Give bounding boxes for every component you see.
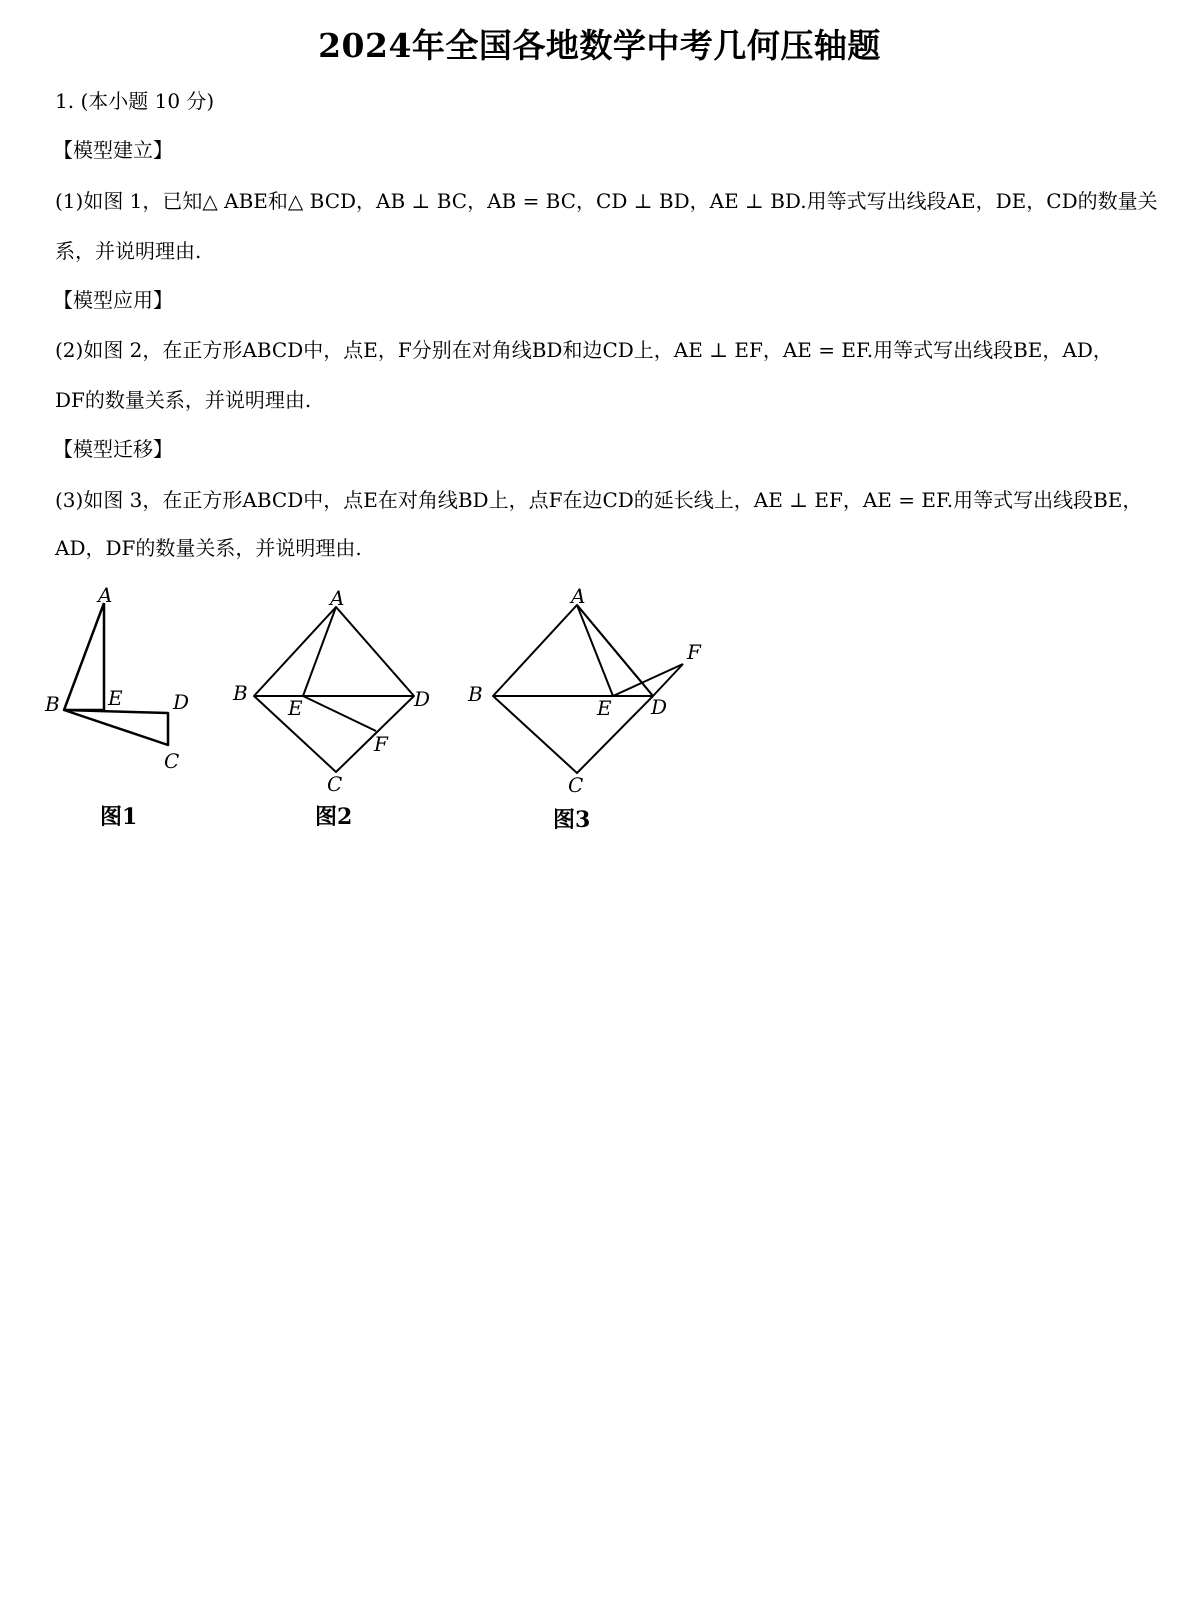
figure-3-label-c: C	[568, 773, 584, 795]
triangle-abe	[64, 603, 104, 710]
figure-3-label-e: E	[597, 696, 612, 720]
figure-2-diagram	[230, 585, 440, 795]
segment-ae	[303, 607, 336, 696]
part-3-line-1: (3)如图 3，在正方形ABCD中，点E在对角线BD上，点F在边CD的延长线上，AE ⊥ EF，AE = EF.用等式写出线段BE，	[55, 488, 1143, 512]
triangle-bcd	[64, 710, 168, 745]
part-3-line-2: AD，DF的数量关系，并说明理由.	[55, 536, 362, 560]
figure-3-caption: 图3	[553, 807, 591, 833]
figure-1-diagram	[40, 585, 210, 785]
segment-ef	[303, 696, 376, 731]
section-heading-3: 【模型迁移】	[53, 437, 173, 461]
figure-2-caption: 图2	[315, 804, 353, 830]
page-title: 2024年全国各地数学中考几何压轴题	[318, 26, 881, 65]
figure-3-label-a: A	[571, 585, 586, 608]
figure-1-label-e: E	[108, 686, 123, 710]
figure-2-label-e: E	[288, 696, 303, 720]
figure-1-label-a: A	[98, 585, 113, 607]
figure-2-label-c: C	[327, 772, 343, 795]
part-2-line-1: (2)如图 2，在正方形ABCD中，点E，F分别在对角线BD和边CD上，AE ⊥ EF，AE = EF.用等式写出线段BE，AD，	[55, 338, 1113, 362]
section-heading-2: 【模型应用】	[53, 288, 173, 312]
section-heading-1: 【模型建立】	[53, 138, 173, 162]
figure-1-label-b: B	[45, 692, 60, 716]
figure-2-label-d: D	[414, 687, 431, 711]
part-2-line-2: DF的数量关系，并说明理由.	[55, 388, 312, 412]
question-header: 1. (本小题 10 分)	[55, 89, 215, 113]
segment-ae	[577, 605, 613, 696]
square-abcd	[254, 607, 414, 772]
figure-3-diagram	[465, 585, 715, 795]
figure-3	[465, 585, 715, 795]
figure-3-label-b: B	[468, 682, 483, 706]
figure-1-caption: 图1	[100, 804, 138, 830]
figure-1	[40, 585, 210, 785]
figure-2-label-a: A	[330, 586, 345, 610]
figure-2-label-f: F	[374, 732, 388, 756]
figure-1-label-d: D	[173, 690, 190, 714]
segment-ad	[577, 605, 653, 696]
figure-1-label-c: C	[164, 749, 180, 773]
figure-3-label-d: D	[651, 695, 668, 719]
extension-df	[653, 664, 683, 696]
figure-3-label-f: F	[687, 640, 701, 664]
part-1-line-2: 系，并说明理由.	[55, 239, 202, 263]
figure-2-label-b: B	[233, 681, 248, 705]
part-1-line-1: (1)如图 1，已知△ ABE和△ BCD，AB ⊥ BC，AB = BC，CD ⊥ BD，AE ⊥ BD.用等式写出线段AE，DE，CD的数量关	[55, 189, 1158, 213]
figure-2	[230, 585, 440, 795]
